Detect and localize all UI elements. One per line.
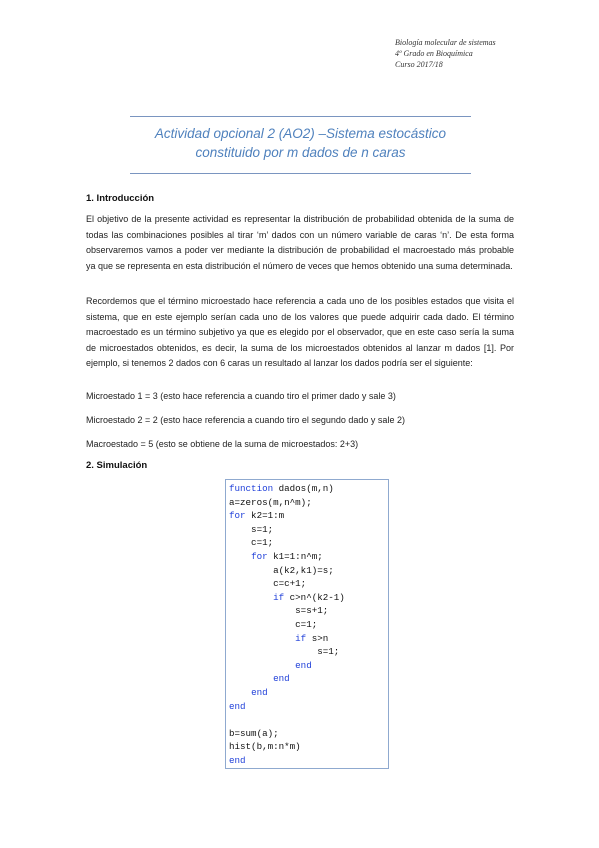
code-keyword: end xyxy=(295,659,312,671)
code-line: s=1; xyxy=(229,523,274,535)
matlab-code-block xyxy=(225,479,389,769)
section-heading-simulacion: 2. Simulación xyxy=(86,460,148,471)
title-rule-top xyxy=(130,116,471,117)
code-line xyxy=(229,700,246,713)
code-keyword: for xyxy=(229,510,246,522)
code-line: b=sum(a); xyxy=(229,727,279,739)
document-title xyxy=(130,124,471,162)
code-line: for k1=1:n^m; xyxy=(251,551,323,562)
code-keyword: end xyxy=(251,687,268,698)
course-header xyxy=(395,37,496,70)
code-line: a(k2,k1)=s; xyxy=(229,564,334,576)
header-course-year: Curso 2017/18 xyxy=(395,60,443,69)
code-keyword: for xyxy=(251,551,268,562)
code-line: function dados(m,n) xyxy=(229,483,334,494)
code-line: hist(b,m:n*m) xyxy=(229,741,301,753)
example-macroestado: Macroestado = 5 (esto se obtiene de la suma de microestados: 2+3) xyxy=(86,439,359,449)
title-line-2: constituido por m dados de n caras xyxy=(195,145,406,160)
code-line: c=1; xyxy=(229,537,274,549)
code-keyword: function xyxy=(229,483,274,494)
code-line xyxy=(229,659,312,672)
header-degree: 4º Grado en Bioquímica xyxy=(395,49,473,58)
code-line xyxy=(229,672,290,685)
code-line: if s>n xyxy=(295,632,329,644)
code-line: if c>n^(k2-1) xyxy=(273,591,345,603)
code-keyword: end xyxy=(273,673,290,685)
code-line: a=zeros(m,n^m); xyxy=(229,496,312,508)
section-heading-introduccion: 1. Introducción xyxy=(86,193,155,204)
code-keyword: if xyxy=(295,632,307,644)
code-line: c=c+1; xyxy=(229,578,307,590)
code-line xyxy=(229,686,268,699)
example-microestado-2: Microestado 2 = 2 (esto hace referencia a cuando tiro el segundo dado y sale 2) xyxy=(86,415,405,425)
code-line: s=1; xyxy=(229,646,340,658)
code-line: for k2=1:m xyxy=(229,510,285,522)
code-line: s=s+1; xyxy=(229,605,329,617)
title-rule-bottom xyxy=(130,173,471,174)
code-line xyxy=(229,754,246,767)
code-keyword: if xyxy=(273,591,285,603)
example-microestado-1: Microestado 1 = 3 (esto hace referencia a cuando tiro el primer dado y sale 3) xyxy=(86,391,396,401)
intro-paragraph-1: El objetivo de la presente actividad es representar la distribución de probabilidad obtenida de la suma de todas las combinaciones posibles al tirar ‘m’ dados con un número variable de caras ‘n’. De esta forma observaremos vamos a poder ver mediante la distribución de probabilidad el macroestado más probable ya que se representa en esta distribución el número de veces que hemos obtenido una suma determinada. xyxy=(86,214,514,271)
code-keyword: end xyxy=(229,700,246,712)
code-keyword: end xyxy=(229,755,246,766)
header-subject: Biología molecular de sistemas xyxy=(395,38,496,47)
code-line: c=1; xyxy=(229,619,318,630)
title-line-1: Actividad opcional 2 (AO2) –Sistema estocástico xyxy=(154,126,447,141)
intro-paragraph-2: Recordemos que el término microestado hace referencia a cada uno de los posibles estados que visita el sistema, que en este ejemplo serían cada uno de los valores que puede adquirir cada dado. El término macroestado es un término subjetivo ya que es elegido por el observador, que en este caso sería la suma de microestados obtenidos, es decir, la suma de los microestados obtenidos al lanzar m dados [1]. Por ejemplo, si tenemos 2 dados con 6 caras un resultado al lanzar los dados podría ser el siguiente: xyxy=(86,296,514,369)
